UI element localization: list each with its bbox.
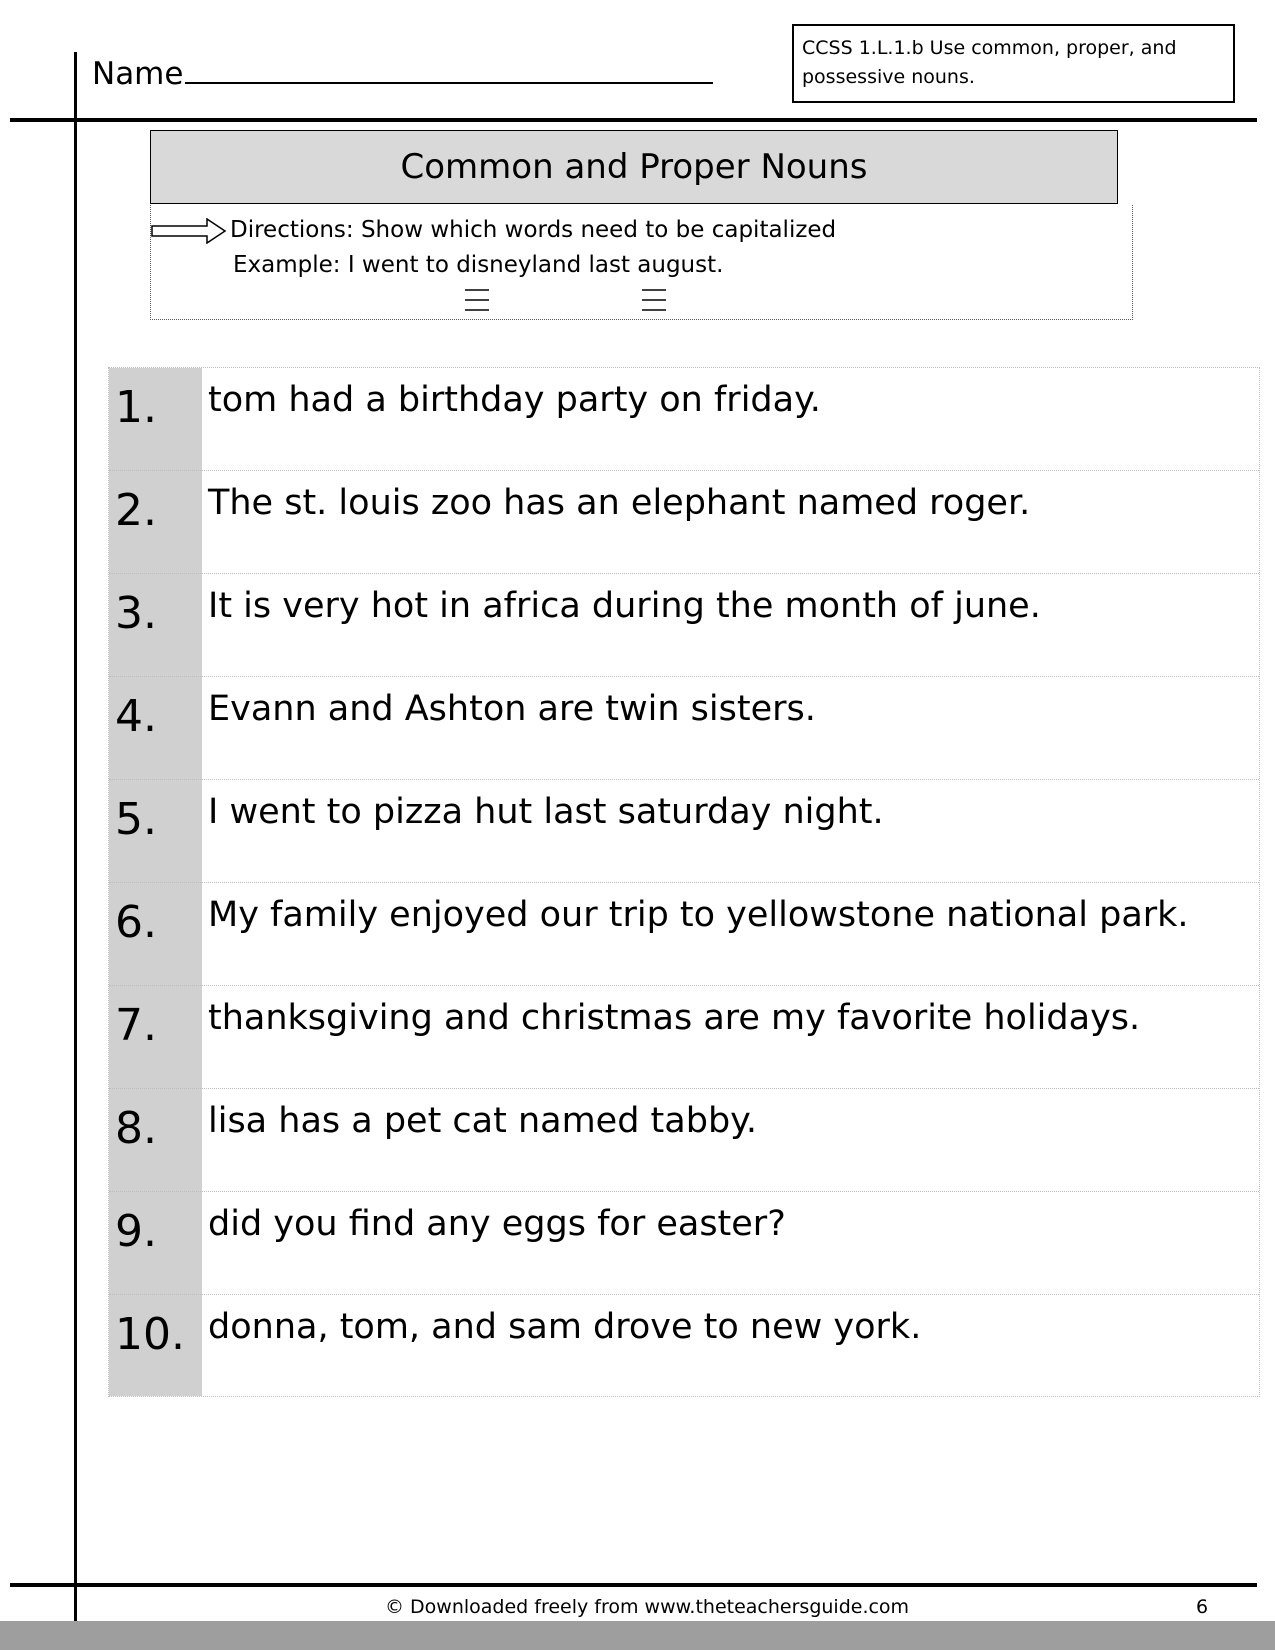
directions-text: Directions: Show which words need to be capitalized [230, 217, 837, 243]
standard-box: CCSS 1.L.1.b Use common, proper, and possessive nouns. [792, 24, 1235, 103]
question-row [109, 883, 1259, 986]
question-number: 4. [115, 691, 157, 742]
margin-line [74, 52, 77, 1622]
question-list [108, 367, 1260, 1397]
question-number: 8. [115, 1103, 157, 1154]
question-number: 10. [115, 1309, 185, 1360]
question-row [109, 677, 1259, 780]
question-row [109, 368, 1259, 471]
question-number: 2. [115, 485, 157, 536]
question-row [109, 1192, 1259, 1295]
question-text: did you find any eggs for easter? [208, 1204, 786, 1244]
example-text: Example: I went to disneyland last august. [233, 252, 724, 278]
question-text: donna, tom, and sam drove to new york. [208, 1307, 922, 1347]
capitalize-mark-icon [465, 287, 489, 313]
directions-box [150, 205, 1133, 320]
question-row [109, 780, 1259, 883]
footer-credit: © Downloaded freely from www.theteachersguide.com [385, 1596, 910, 1618]
name-blank[interactable] [185, 52, 713, 84]
question-text: lisa has a pet cat named tabby. [208, 1101, 758, 1141]
question-text: tom had a birthday party on friday. [208, 380, 821, 420]
question-text: It is very hot in africa during the month of june. [208, 586, 1041, 626]
question-text: The st. louis zoo has an elephant named roger. [208, 483, 1031, 523]
question-text: My family enjoyed our trip to yellowstone national park. [208, 895, 1189, 935]
scan-bottom-band [0, 1621, 1275, 1650]
question-text: thanksgiving and christmas are my favorite holidays. [208, 998, 1141, 1038]
question-row [109, 986, 1259, 1089]
question-text: Evann and Ashton are twin sisters. [208, 689, 816, 729]
question-number: 9. [115, 1206, 157, 1257]
name-label: Name [92, 56, 184, 92]
header-divider [10, 118, 1257, 122]
question-number: 1. [115, 382, 157, 433]
footer-divider [10, 1583, 1257, 1587]
question-text: I went to pizza hut last saturday night. [208, 792, 884, 832]
question-number: 5. [115, 794, 157, 845]
question-row [109, 1295, 1259, 1398]
page-number: 6 [1196, 1596, 1209, 1618]
arrow-right-icon [151, 218, 227, 244]
question-number: 6. [115, 897, 157, 948]
question-row [109, 471, 1259, 574]
capitalize-mark-icon [642, 287, 666, 313]
name-field [92, 52, 713, 92]
worksheet-title: Common and Proper Nouns [150, 130, 1118, 204]
question-number: 3. [115, 588, 157, 639]
question-row [109, 1089, 1259, 1192]
question-number: 7. [115, 1000, 157, 1051]
question-row [109, 574, 1259, 677]
